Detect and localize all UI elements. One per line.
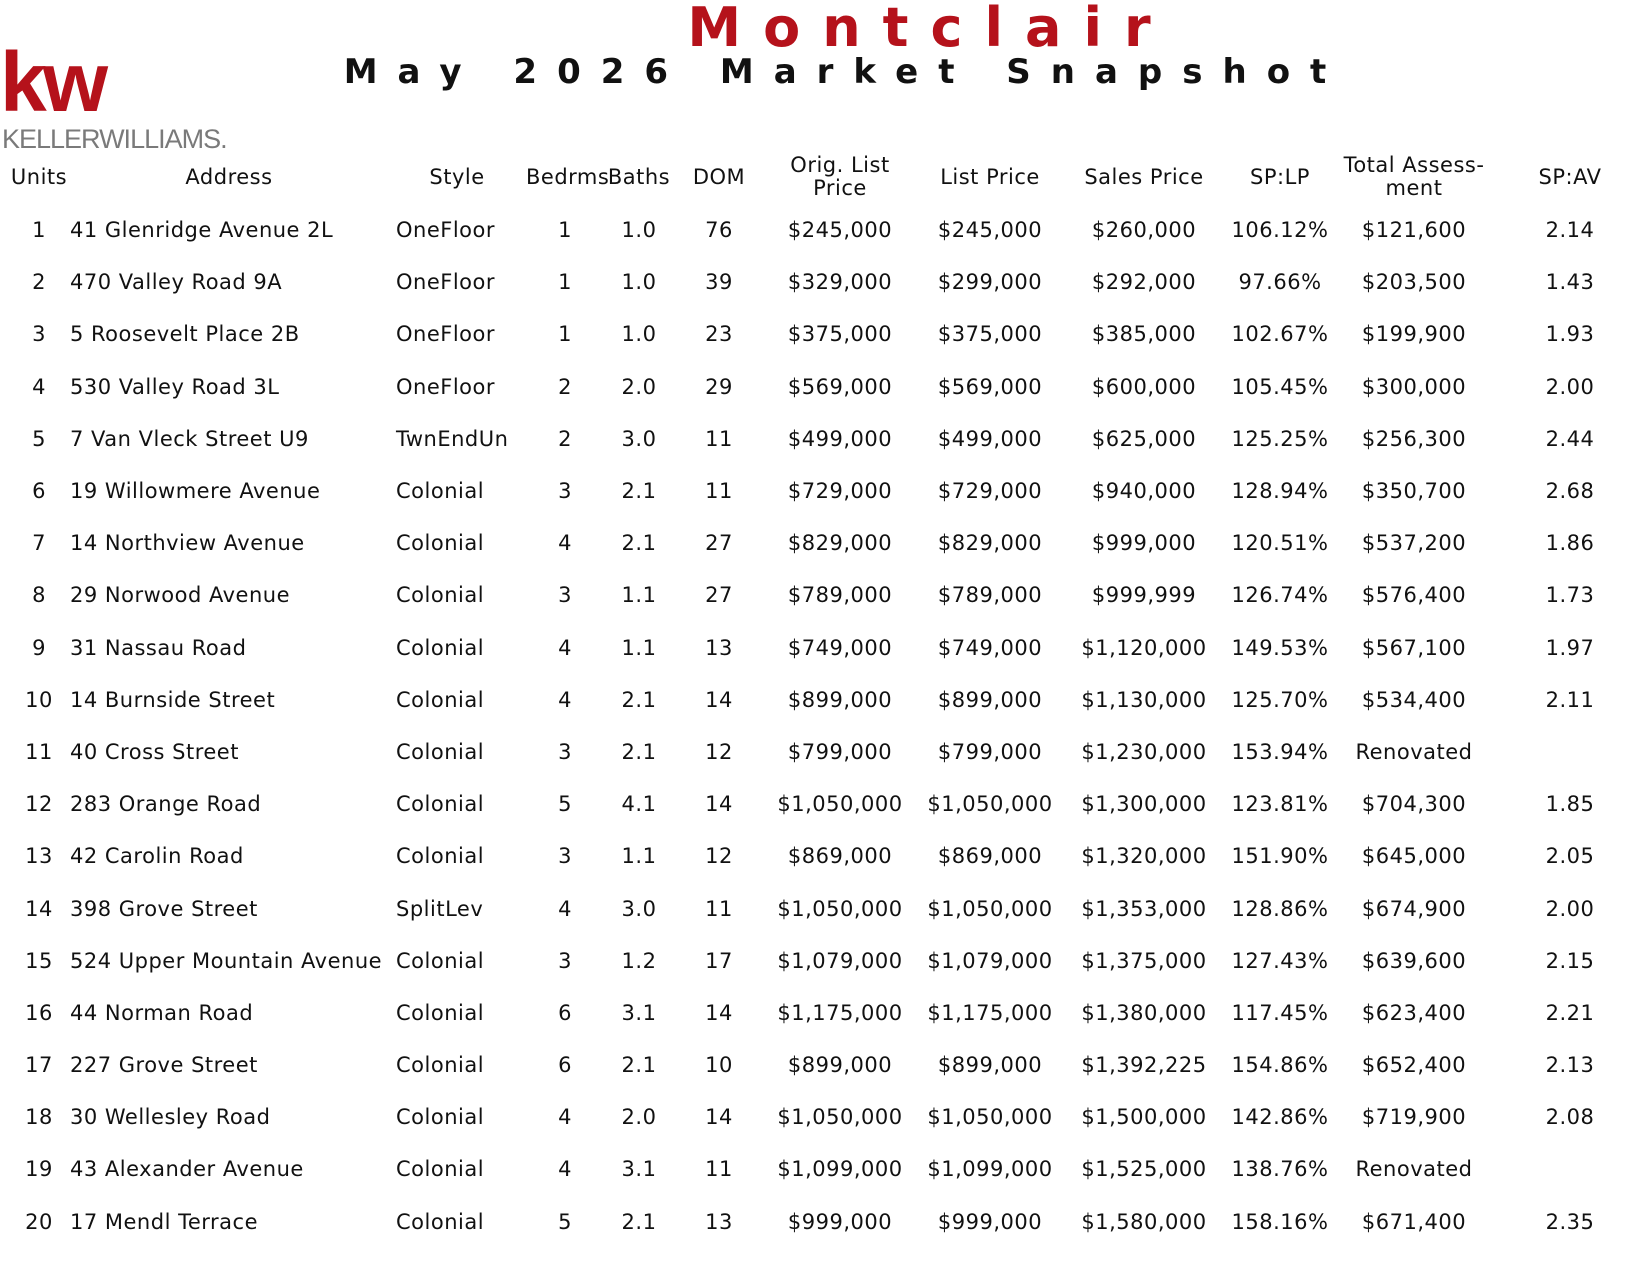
cell-sp-av <box>1492 1143 1648 1195</box>
cell-units: 13 <box>25 844 53 869</box>
cell-total-assessment: $652,400 <box>1361 1053 1467 1078</box>
column-header-dom: DOM <box>692 164 746 189</box>
cell-units: 18 <box>25 1105 53 1130</box>
column-header-list-price: List Price <box>940 164 1040 189</box>
cell-baths: 1.1 <box>621 635 657 660</box>
cell-sp-av: 2.13 <box>1545 1053 1595 1078</box>
cell-sp-lp: 142.86% <box>1231 1105 1329 1130</box>
cell-sales-price: $292,000 <box>1091 270 1197 295</box>
cell-sales-price: $1,300,000 <box>1081 792 1207 817</box>
cell-orig-list-price: $899,000 <box>787 1053 893 1078</box>
cell-baths: 2.1 <box>621 1209 657 1234</box>
cell-orig-list-price: $1,099,000 <box>777 1157 903 1182</box>
cell-units: 3 <box>32 322 46 347</box>
cell-sp-lp: 106.12% <box>1231 218 1329 243</box>
table-row <box>8 1091 1648 1143</box>
cell-baths: 1.1 <box>621 583 657 608</box>
cell-total-assessment: $300,000 <box>1361 374 1467 399</box>
cell-sp-av: 1.93 <box>1545 322 1595 347</box>
cell-address: 14 Northview Avenue <box>70 531 305 556</box>
table-row <box>8 674 1648 726</box>
kw-logo-name-bold: KELLER <box>2 124 100 154</box>
cell-style: Colonial <box>396 948 485 973</box>
cell-sales-price: $1,130,000 <box>1081 687 1207 712</box>
cell-baths: 1.1 <box>621 844 657 869</box>
cell-style: Colonial <box>396 687 485 712</box>
cell-address: 42 Carolin Road <box>70 844 244 869</box>
column-header-baths: Baths <box>607 164 671 189</box>
cell-address: 19 Willowmere Avenue <box>70 479 321 504</box>
cell-sp-av: 2.00 <box>1545 374 1595 399</box>
cell-orig-list-price: $999,000 <box>787 1209 893 1234</box>
page-subtitle: May 2026 Market Snapshot <box>343 52 1347 92</box>
cell-baths: 2.1 <box>621 479 657 504</box>
cell-list-price: $729,000 <box>937 479 1043 504</box>
cell-list-price: $299,000 <box>937 270 1043 295</box>
cell-sp-av: 1.97 <box>1545 635 1595 660</box>
cell-address: 5 Roosevelt Place 2B <box>70 322 300 347</box>
cell-units: 1 <box>32 218 46 243</box>
cell-dom: 11 <box>705 426 733 451</box>
cell-dom: 39 <box>705 270 733 295</box>
cell-sp-lp: 154.86% <box>1231 1053 1329 1078</box>
cell-dom: 12 <box>705 844 733 869</box>
cell-dom: 12 <box>705 739 733 764</box>
cell-dom: 23 <box>705 322 733 347</box>
cell-list-price: $375,000 <box>937 322 1043 347</box>
cell-list-price: $1,050,000 <box>927 1105 1053 1130</box>
table-row <box>8 517 1648 569</box>
cell-sp-av: 2.00 <box>1545 896 1595 921</box>
cell-sales-price: $260,000 <box>1091 218 1197 243</box>
cell-units: 20 <box>25 1209 53 1234</box>
cell-sp-av: 1.73 <box>1545 583 1595 608</box>
cell-total-assessment: $350,700 <box>1361 479 1467 504</box>
column-header-style: Style <box>429 164 485 189</box>
cell-baths: 1.0 <box>621 270 657 295</box>
sales-table <box>8 150 1648 1248</box>
cell-total-assessment: $671,400 <box>1361 1209 1467 1234</box>
cell-address: 17 Mendl Terrace <box>70 1209 258 1234</box>
cell-bedrooms: 4 <box>558 531 572 556</box>
cell-sp-lp: 126.74% <box>1231 583 1329 608</box>
column-header-orig-list-price: Orig. List Price <box>790 153 890 200</box>
cell-total-assessment: $576,400 <box>1361 583 1467 608</box>
cell-baths: 2.1 <box>621 531 657 556</box>
table-header-row <box>8 150 1648 204</box>
cell-sp-lp: 127.43% <box>1231 948 1329 973</box>
cell-orig-list-price: $329,000 <box>787 270 893 295</box>
cell-list-price: $1,050,000 <box>927 896 1053 921</box>
cell-total-assessment: Renovated <box>1355 1157 1473 1182</box>
cell-list-price: $999,000 <box>937 1209 1043 1234</box>
table-body <box>8 204 1648 1248</box>
cell-orig-list-price: $869,000 <box>787 844 893 869</box>
column-header-address: Address <box>185 164 273 189</box>
cell-list-price: $899,000 <box>937 1053 1043 1078</box>
page-title: Montclair <box>687 0 1173 59</box>
cell-orig-list-price: $799,000 <box>787 739 893 764</box>
table-row <box>8 361 1648 413</box>
cell-sp-av: 2.44 <box>1545 426 1595 451</box>
cell-baths: 2.1 <box>621 1053 657 1078</box>
cell-total-assessment: $121,600 <box>1361 218 1467 243</box>
cell-sales-price: $1,500,000 <box>1081 1105 1207 1130</box>
cell-total-assessment: $704,300 <box>1361 792 1467 817</box>
cell-list-price: $499,000 <box>937 426 1043 451</box>
cell-sales-price: $1,353,000 <box>1081 896 1207 921</box>
table-row <box>8 1143 1648 1195</box>
cell-style: OneFloor <box>396 270 496 295</box>
cell-units: 12 <box>25 792 53 817</box>
cell-total-assessment: $674,900 <box>1361 896 1467 921</box>
cell-units: 17 <box>25 1053 53 1078</box>
cell-baths: 2.1 <box>621 687 657 712</box>
cell-sales-price: $1,120,000 <box>1081 635 1207 660</box>
cell-style: TwnEndUn <box>396 426 509 451</box>
cell-sales-price: $1,392,225 <box>1081 1053 1207 1078</box>
cell-baths: 1.2 <box>621 948 657 973</box>
cell-address: 43 Alexander Avenue <box>70 1157 304 1182</box>
cell-address: 44 Norman Road <box>70 1000 254 1025</box>
cell-total-assessment: $645,000 <box>1361 844 1467 869</box>
cell-address: 41 Glenridge Avenue 2L <box>70 218 334 243</box>
cell-sp-av: 2.15 <box>1545 948 1595 973</box>
cell-sales-price: $999,999 <box>1091 583 1197 608</box>
table-row <box>8 935 1648 987</box>
cell-total-assessment: $567,100 <box>1361 635 1467 660</box>
cell-dom: 14 <box>705 687 733 712</box>
cell-baths: 3.0 <box>621 426 657 451</box>
cell-style: Colonial <box>396 1105 485 1130</box>
cell-units: 9 <box>32 635 46 660</box>
cell-sales-price: $1,525,000 <box>1081 1157 1207 1182</box>
cell-style: OneFloor <box>396 374 496 399</box>
cell-style: Colonial <box>396 1209 485 1234</box>
cell-style: Colonial <box>396 1053 485 1078</box>
table-row <box>8 256 1648 308</box>
cell-baths: 1.0 <box>621 322 657 347</box>
cell-orig-list-price: $245,000 <box>787 218 893 243</box>
cell-orig-list-price: $789,000 <box>787 583 893 608</box>
cell-sp-av: 2.35 <box>1545 1209 1595 1234</box>
kw-logo-name-rest: WILLIAMS. <box>99 124 227 154</box>
cell-units: 14 <box>25 896 53 921</box>
cell-dom: 14 <box>705 792 733 817</box>
cell-units: 8 <box>32 583 46 608</box>
cell-dom: 27 <box>705 583 733 608</box>
cell-sp-av: 1.43 <box>1545 270 1595 295</box>
cell-address: 30 Wellesley Road <box>70 1105 271 1130</box>
cell-sales-price: $1,580,000 <box>1081 1209 1207 1234</box>
cell-sp-lp: 125.70% <box>1231 687 1329 712</box>
cell-units: 19 <box>25 1157 53 1182</box>
cell-bedrooms: 5 <box>558 1209 572 1234</box>
cell-units: 5 <box>32 426 46 451</box>
cell-style: Colonial <box>396 792 485 817</box>
cell-sp-av: 1.85 <box>1545 792 1595 817</box>
cell-orig-list-price: $829,000 <box>787 531 893 556</box>
cell-sp-lp: 149.53% <box>1231 635 1329 660</box>
cell-orig-list-price: $749,000 <box>787 635 893 660</box>
cell-style: Colonial <box>396 1157 485 1182</box>
cell-sales-price: $999,000 <box>1091 531 1197 556</box>
cell-sales-price: $600,000 <box>1091 374 1197 399</box>
table-row <box>8 204 1648 256</box>
cell-total-assessment: $639,600 <box>1361 948 1467 973</box>
cell-orig-list-price: $375,000 <box>787 322 893 347</box>
table-row <box>8 1196 1648 1248</box>
cell-sp-lp: 123.81% <box>1231 792 1329 817</box>
cell-sales-price: $1,380,000 <box>1081 1000 1207 1025</box>
cell-sales-price: $385,000 <box>1091 322 1197 347</box>
cell-bedrooms: 3 <box>558 948 572 973</box>
cell-total-assessment: $719,900 <box>1361 1105 1467 1130</box>
cell-style: SplitLev <box>396 896 484 921</box>
cell-address: 29 Norwood Avenue <box>70 583 290 608</box>
cell-total-assessment: Renovated <box>1355 739 1473 764</box>
table-row <box>8 1039 1648 1091</box>
cell-total-assessment: $199,900 <box>1361 322 1467 347</box>
cell-list-price: $569,000 <box>937 374 1043 399</box>
cell-bedrooms: 3 <box>558 739 572 764</box>
cell-bedrooms: 2 <box>558 374 572 399</box>
cell-sp-av: 2.08 <box>1545 1105 1595 1130</box>
cell-style: Colonial <box>396 739 485 764</box>
cell-style: Colonial <box>396 844 485 869</box>
cell-bedrooms: 6 <box>558 1000 572 1025</box>
cell-style: OneFloor <box>396 218 496 243</box>
cell-sp-lp: 128.94% <box>1231 479 1329 504</box>
cell-bedrooms: 1 <box>558 218 572 243</box>
cell-dom: 27 <box>705 531 733 556</box>
cell-style: OneFloor <box>396 322 496 347</box>
cell-dom: 17 <box>705 948 733 973</box>
table-row <box>8 726 1648 778</box>
cell-style: Colonial <box>396 531 485 556</box>
cell-baths: 1.0 <box>621 218 657 243</box>
cell-orig-list-price: $499,000 <box>787 426 893 451</box>
cell-orig-list-price: $569,000 <box>787 374 893 399</box>
cell-list-price: $245,000 <box>937 218 1043 243</box>
cell-sp-av: 2.14 <box>1545 218 1595 243</box>
cell-dom: 11 <box>705 479 733 504</box>
cell-bedrooms: 4 <box>558 1157 572 1182</box>
cell-units: 16 <box>25 1000 53 1025</box>
cell-orig-list-price: $1,050,000 <box>777 1105 903 1130</box>
cell-sp-lp: 102.67% <box>1231 322 1329 347</box>
cell-address: 530 Valley Road 3L <box>70 374 280 399</box>
cell-dom: 11 <box>705 1157 733 1182</box>
cell-list-price: $799,000 <box>937 739 1043 764</box>
cell-bedrooms: 6 <box>558 1053 572 1078</box>
cell-bedrooms: 3 <box>558 844 572 869</box>
cell-address: 283 Orange Road <box>70 792 262 817</box>
cell-total-assessment: $534,400 <box>1361 687 1467 712</box>
cell-address: 524 Upper Mountain Avenue <box>70 948 383 973</box>
cell-sales-price: $1,320,000 <box>1081 844 1207 869</box>
table-row <box>8 308 1648 360</box>
cell-units: 7 <box>32 531 46 556</box>
cell-sp-lp: 158.16% <box>1231 1209 1329 1234</box>
cell-baths: 3.1 <box>621 1157 657 1182</box>
cell-units: 2 <box>32 270 46 295</box>
column-header-units: Units <box>10 164 68 189</box>
cell-orig-list-price: $899,000 <box>787 687 893 712</box>
cell-sp-av: 2.11 <box>1545 687 1595 712</box>
cell-list-price: $749,000 <box>937 635 1043 660</box>
cell-dom: 76 <box>705 218 733 243</box>
cell-bedrooms: 4 <box>558 1105 572 1130</box>
cell-total-assessment: $256,300 <box>1361 426 1467 451</box>
cell-units: 11 <box>25 739 53 764</box>
cell-sp-lp: 105.45% <box>1231 374 1329 399</box>
cell-total-assessment: $537,200 <box>1361 531 1467 556</box>
cell-bedrooms: 3 <box>558 583 572 608</box>
cell-sp-lp: 125.25% <box>1231 426 1329 451</box>
cell-style: Colonial <box>396 1000 485 1025</box>
cell-baths: 3.1 <box>621 1000 657 1025</box>
cell-dom: 13 <box>705 1209 733 1234</box>
cell-sp-av: 1.86 <box>1545 531 1595 556</box>
cell-dom: 29 <box>705 374 733 399</box>
cell-baths: 2.0 <box>621 1105 657 1130</box>
cell-bedrooms: 3 <box>558 479 572 504</box>
cell-sales-price: $940,000 <box>1091 479 1197 504</box>
cell-sp-av: 2.68 <box>1545 479 1595 504</box>
cell-sp-lp: 97.66% <box>1238 270 1322 295</box>
cell-total-assessment: $623,400 <box>1361 1000 1467 1025</box>
cell-sales-price: $1,375,000 <box>1081 948 1207 973</box>
table-row <box>8 987 1648 1039</box>
cell-address: 40 Cross Street <box>70 739 239 764</box>
cell-bedrooms: 4 <box>558 687 572 712</box>
cell-bedrooms: 4 <box>558 896 572 921</box>
cell-units: 10 <box>25 687 53 712</box>
cell-bedrooms: 1 <box>558 270 572 295</box>
cell-sp-lp: 138.76% <box>1231 1157 1329 1182</box>
cell-sp-av: 2.05 <box>1545 844 1595 869</box>
cell-sp-av: 2.21 <box>1545 1000 1595 1025</box>
cell-sales-price: $625,000 <box>1091 426 1197 451</box>
cell-style: Colonial <box>396 479 485 504</box>
cell-baths: 2.0 <box>621 374 657 399</box>
cell-address: 14 Burnside Street <box>70 687 276 712</box>
cell-sp-lp: 153.94% <box>1231 739 1329 764</box>
cell-orig-list-price: $729,000 <box>787 479 893 504</box>
kw-logo-mark: kw <box>0 35 105 129</box>
cell-bedrooms: 2 <box>558 426 572 451</box>
cell-list-price: $1,099,000 <box>927 1157 1053 1182</box>
cell-address: 398 Grove Street <box>70 896 258 921</box>
cell-sp-lp: 151.90% <box>1231 844 1329 869</box>
cell-list-price: $789,000 <box>937 583 1043 608</box>
table-row <box>8 778 1648 830</box>
cell-dom: 14 <box>705 1000 733 1025</box>
cell-units: 15 <box>25 948 53 973</box>
cell-sp-lp: 128.86% <box>1231 896 1329 921</box>
table-row <box>8 413 1648 465</box>
cell-total-assessment: $203,500 <box>1361 270 1467 295</box>
cell-list-price: $829,000 <box>937 531 1043 556</box>
cell-units: 6 <box>32 479 46 504</box>
cell-dom: 11 <box>705 896 733 921</box>
cell-style: Colonial <box>396 635 485 660</box>
column-header-sp-lp: SP:LP <box>1250 164 1310 189</box>
cell-sp-av <box>1492 726 1648 778</box>
cell-style: Colonial <box>396 583 485 608</box>
cell-list-price: $869,000 <box>937 844 1043 869</box>
table-row <box>8 569 1648 621</box>
cell-orig-list-price: $1,079,000 <box>777 948 903 973</box>
cell-dom: 13 <box>705 635 733 660</box>
table-row <box>8 830 1648 882</box>
cell-orig-list-price: $1,050,000 <box>777 896 903 921</box>
cell-baths: 3.0 <box>621 896 657 921</box>
cell-dom: 14 <box>705 1105 733 1130</box>
cell-bedrooms: 4 <box>558 635 572 660</box>
table-row <box>8 622 1648 674</box>
cell-list-price: $1,050,000 <box>927 792 1053 817</box>
cell-dom: 10 <box>705 1053 733 1078</box>
cell-address: 227 Grove Street <box>70 1053 258 1078</box>
column-header-total-assessment: Total Assess-ment <box>1343 153 1485 200</box>
cell-list-price: $899,000 <box>937 687 1043 712</box>
column-header-sp-av: SP:AV <box>1538 164 1602 189</box>
cell-units: 4 <box>32 374 46 399</box>
cell-bedrooms: 5 <box>558 792 572 817</box>
cell-sp-lp: 117.45% <box>1231 1000 1329 1025</box>
cell-sales-price: $1,230,000 <box>1081 739 1207 764</box>
table-row <box>8 465 1648 517</box>
cell-orig-list-price: $1,050,000 <box>777 792 903 817</box>
cell-address: 31 Nassau Road <box>70 635 247 660</box>
cell-list-price: $1,175,000 <box>927 1000 1053 1025</box>
cell-sp-lp: 120.51% <box>1231 531 1329 556</box>
cell-list-price: $1,079,000 <box>927 948 1053 973</box>
cell-address: 7 Van Vleck Street U9 <box>70 426 309 451</box>
cell-bedrooms: 1 <box>558 322 572 347</box>
cell-baths: 2.1 <box>621 739 657 764</box>
table-row <box>8 882 1648 934</box>
column-header-sales-price: Sales Price <box>1084 164 1204 189</box>
column-header-bedrooms: Bedrms <box>526 164 610 189</box>
cell-orig-list-price: $1,175,000 <box>777 1000 903 1025</box>
cell-address: 470 Valley Road 9A <box>70 270 283 295</box>
cell-baths: 4.1 <box>621 792 657 817</box>
